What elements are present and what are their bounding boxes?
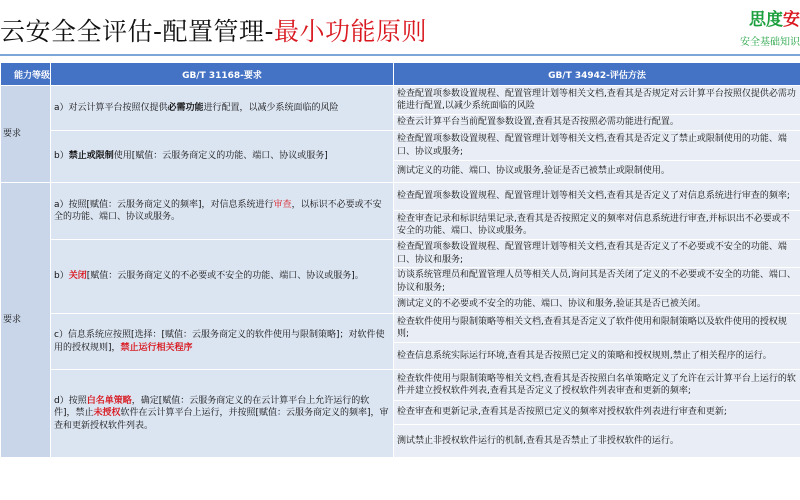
method-cell: 检查软件使用与限制策略等相关文档,查看其是否按照白名单策略定义了允许在云计算平台上运行的软件并建立授权软件列表,查看其是否定义了授权软件列表审查和更新的频率; [394, 370, 800, 401]
header-method: GB/T 34942-评估方法 [394, 63, 800, 86]
page-title [0, 12, 427, 52]
title-highlight: 最小功能原则 [274, 17, 428, 46]
table-row [1, 240, 800, 268]
method-cell: 检查配置项参数设置规程、配置管理计划等相关文档,查看其是否规定对云计算平台按照仅提供必需功能进行配置,以减少系统面临的风险 [394, 86, 800, 115]
logo-text-b: 安 [783, 10, 800, 30]
table-row [1, 183, 800, 211]
requirement-cell: c）信息系统应按照[选择：[赋值：云服务商定义的软件使用与限制策略]；对软件使用的授权规则]，禁止运行相关程序 [51, 314, 394, 370]
table-header-row [1, 63, 800, 86]
table-row [1, 314, 800, 343]
method-cell: 检查信息系统实际运行环境,查看其是否按照已定义的策略和授权规则,禁止了相关程序的运行。 [394, 343, 800, 370]
method-cell: 测试禁止非授权软件运行的机制,查看其是否禁止了非授权软件的运行。 [394, 425, 800, 458]
method-cell: 检查审查和更新记录,查看其是否按照已定义的频率对授权软件列表进行审查和更新; [394, 401, 800, 425]
table-row [1, 131, 800, 161]
logo-subtitle: 安全基础知识 [740, 37, 800, 48]
table-row [1, 86, 800, 115]
method-cell: 测试定义的不必要或不安全的功能、端口、协议和服务,验证其是否已被关闭。 [394, 296, 800, 314]
method-cell: 访谈系统管理员和配置管理人员等相关人员,询问其是否关闭了定义的不必要或不安全的功能、端口、协议和服务; [394, 268, 800, 296]
title-main: 云安全全评估-配置管理- [0, 17, 275, 46]
requirement-cell: a）对云计算平台按照仅提供必需功能进行配置，以减少系统面临的风险 [51, 86, 394, 131]
method-cell: 检查云计算平台当前配置参数设置,查看其是否按照必需功能进行配置。 [394, 115, 800, 131]
method-cell: 检查配置项参数设置规程、配置管理计划等相关文档,查看其是否定义了对信息系统进行审查的频率; [394, 183, 800, 211]
assessment-table [0, 62, 800, 458]
header-requirement: GB/T 31168-要求 [51, 63, 394, 86]
title-divider [0, 54, 800, 56]
requirement-cell: b）关闭[赋值：云服务商定义的不必要或不安全的功能、端口、协议或服务]。 [51, 240, 394, 314]
method-cell: 检查配置项参数设置规程、配置管理计划等相关文档,查看其是否定义了不必要或不安全的功能、端口、协议和服务; [394, 240, 800, 268]
requirement-cell: d）按照白名单策略，确定[赋值：云服务商定义的在云计算平台上允许运行的软件]，禁止未授权软件在云计算平台上运行，并按照[赋值：云服务商定义的频率]，审查和更新授权软件列表。 [51, 370, 394, 458]
requirement-cell: b）禁止或限制使用[赋值：云服务商定义的功能、端口、协议或服务] [51, 131, 394, 183]
method-cell: 检查软件使用与限制策略等相关文档,查看其是否定义了软件使用和限制策略以及软件使用的授权规则; [394, 314, 800, 343]
logo [749, 8, 800, 32]
method-cell: 测试定义的功能、端口、协议或服务,验证是否已被禁止或限制使用。 [394, 161, 800, 183]
method-cell: 检查配置项参数设置规程、配置管理计划等相关文档,查看其是否定义了禁止或限制使用的功能、端口、协议或服务; [394, 131, 800, 161]
table-row [1, 370, 800, 401]
header-level: 能力等级 [1, 63, 51, 86]
level-cell: 要求 [1, 183, 51, 458]
logo-text-a: 思度 [749, 10, 783, 30]
method-cell: 检查审查记录和标识结果记录,查看其是否按照定义的频率对信息系统进行审查,并标识出不必要或不安全的功能、端口、协议或服务。 [394, 211, 800, 240]
level-cell: 要求 [1, 86, 51, 183]
requirement-cell: a）按照[赋值：云服务商定义的频率]，对信息系统进行审查，以标识不必要或不安全的功能、端口、协议或服务。 [51, 183, 394, 240]
